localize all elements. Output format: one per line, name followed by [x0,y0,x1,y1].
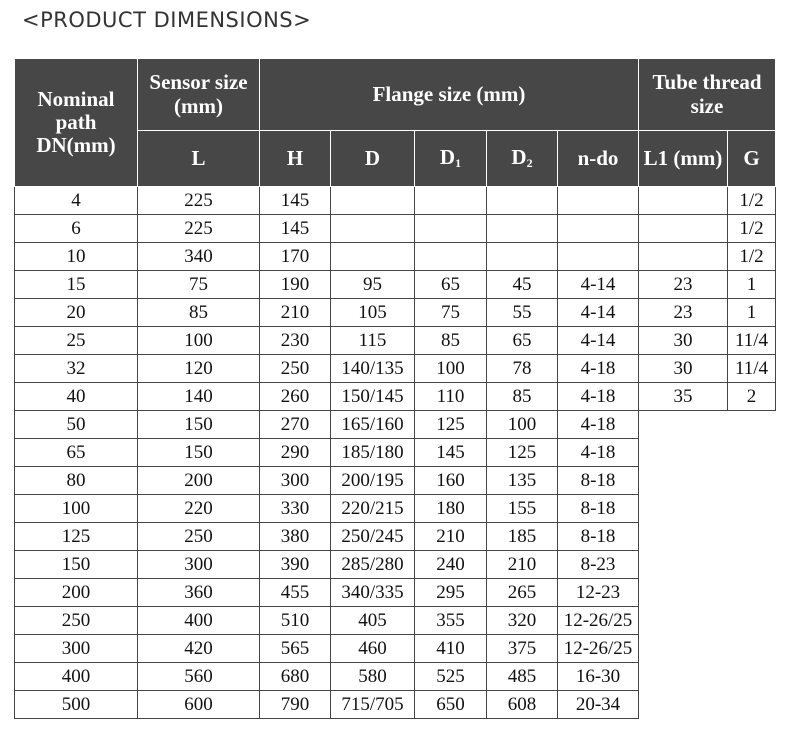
header-l: L [138,131,260,187]
cell-h: 455 [260,579,331,607]
cell-d2: 85 [487,383,558,411]
cell-l: 120 [138,355,260,383]
cell-d: 580 [331,663,415,691]
cell-dn: 300 [15,635,138,663]
cell-g: 1/2 [728,243,776,271]
cell-d: 250/245 [331,523,415,551]
cell-l: 220 [138,495,260,523]
cell-dn: 250 [15,607,138,635]
cell-d2: 185 [487,523,558,551]
table-row [15,383,776,411]
cell-d: 460 [331,635,415,663]
cell-h: 790 [260,691,331,719]
cell-n-do: 4-14 [558,327,639,355]
cell-d1: 525 [415,663,487,691]
cell-dn: 20 [15,299,138,327]
cell-h: 145 [260,215,331,243]
cell-d1: 650 [415,691,487,719]
table-row [15,411,776,439]
cell-d [331,187,415,215]
cell-d1: 240 [415,551,487,579]
cell-d2: 375 [487,635,558,663]
page-heading: <PRODUCT DIMENSIONS> [22,8,312,32]
cell-g: 1 [728,299,776,327]
cell-d1: 160 [415,467,487,495]
cell-l: 75 [138,271,260,299]
cell-g: 11/4 [728,355,776,383]
cell-l1 [639,187,728,215]
cell-dn: 100 [15,495,138,523]
table-row [15,215,776,243]
cell-l: 420 [138,635,260,663]
header-d1-base: D [439,145,456,170]
header-n-do: n-do [558,131,639,187]
cell-g: 1/2 [728,215,776,243]
cell-n-do: 8-23 [558,551,639,579]
cell-d: 165/160 [331,411,415,439]
cell-h: 300 [260,467,331,495]
cell-n-do [558,215,639,243]
cell-d: 220/215 [331,495,415,523]
dimensions-table [14,58,776,719]
cell-l1: 23 [639,271,728,299]
cell-d2: 100 [487,411,558,439]
cell-h: 230 [260,327,331,355]
header-g: G [728,131,776,187]
cell-h: 170 [260,243,331,271]
cell-n-do: 8-18 [558,523,639,551]
cell-n-do: 4-18 [558,355,639,383]
cell-dn: 25 [15,327,138,355]
cell-dn: 125 [15,523,138,551]
cell-d: 105 [331,299,415,327]
cell-l: 400 [138,607,260,635]
cell-d: 95 [331,271,415,299]
cell-d2: 65 [487,327,558,355]
cell-d1: 145 [415,439,487,467]
cell-h: 290 [260,439,331,467]
cell-dn: 40 [15,383,138,411]
table-row [15,299,776,327]
cell-h: 260 [260,383,331,411]
cell-d2: 210 [487,551,558,579]
cell-d1: 180 [415,495,487,523]
cell-h: 390 [260,551,331,579]
cell-d2: 78 [487,355,558,383]
cell-l1: 30 [639,355,728,383]
cell-d1 [415,215,487,243]
cell-n-do: 4-18 [558,439,639,467]
table-body [15,187,776,719]
cell-dn: 6 [15,215,138,243]
cell-d2: 155 [487,495,558,523]
cell-dn: 50 [15,411,138,439]
cell-h: 190 [260,271,331,299]
cell-d1: 110 [415,383,487,411]
cell-g: 1 [728,271,776,299]
cell-n-do [558,243,639,271]
table-row [15,243,776,271]
cell-d2 [487,187,558,215]
cell-l1: 23 [639,299,728,327]
cell-d2: 265 [487,579,558,607]
cell-d2: 320 [487,607,558,635]
header-nominal-path: Nominal path DN(mm) [15,59,138,187]
cell-n-do: 8-18 [558,495,639,523]
cell-n-do: 4-18 [558,411,639,439]
cell-n-do: 12-23 [558,579,639,607]
cell-n-do: 12-26/25 [558,635,639,663]
header-d1 [415,131,487,187]
cell-h: 250 [260,355,331,383]
cell-d1: 410 [415,635,487,663]
header-tube-thread-size: Tube thread size [639,59,776,131]
cell-n-do [558,187,639,215]
cell-d: 340/335 [331,579,415,607]
cell-l: 225 [138,215,260,243]
cell-n-do: 16-30 [558,663,639,691]
header-d: D [331,131,415,187]
cell-h: 680 [260,663,331,691]
cell-g: 1/2 [728,187,776,215]
cell-dn: 80 [15,467,138,495]
cell-d1: 75 [415,299,487,327]
cell-n-do: 4-14 [558,299,639,327]
cell-l: 100 [138,327,260,355]
cell-dn: 4 [15,187,138,215]
cell-l: 600 [138,691,260,719]
cell-d: 285/280 [331,551,415,579]
cell-d2: 125 [487,439,558,467]
cell-d2: 135 [487,467,558,495]
cell-dn: 400 [15,663,138,691]
header-l1: L1 (mm) [639,131,728,187]
cell-n-do: 12-26/25 [558,607,639,635]
cell-n-do: 4-18 [558,383,639,411]
cell-d: 140/135 [331,355,415,383]
cell-l: 225 [138,187,260,215]
cell-l: 250 [138,523,260,551]
table-row [15,187,776,215]
cell-dn: 15 [15,271,138,299]
cell-l: 140 [138,383,260,411]
cell-h: 330 [260,495,331,523]
cell-d1 [415,243,487,271]
cell-g: 2 [728,383,776,411]
table-row [15,271,776,299]
cell-dn: 10 [15,243,138,271]
cell-l: 200 [138,467,260,495]
cell-d1: 85 [415,327,487,355]
cell-d2 [487,215,558,243]
cell-d2: 55 [487,299,558,327]
table-header [15,59,776,187]
cell-dn: 32 [15,355,138,383]
header-d2-base: D [511,145,527,170]
cell-g: 11/4 [728,327,776,355]
header-sensor-size: Sensor size (mm) [138,59,260,131]
cell-l: 150 [138,411,260,439]
cell-d1: 295 [415,579,487,607]
cell-d [331,215,415,243]
cell-l1 [639,243,728,271]
cell-h: 210 [260,299,331,327]
cell-dn: 150 [15,551,138,579]
cell-dn: 500 [15,691,138,719]
header-flange-size: Flange size (mm) [260,59,639,131]
cell-h: 145 [260,187,331,215]
cell-d: 405 [331,607,415,635]
cell-d1: 125 [415,411,487,439]
cell-d [331,243,415,271]
cell-h: 510 [260,607,331,635]
cell-d2: 608 [487,691,558,719]
cell-dn: 65 [15,439,138,467]
header-h: H [260,131,331,187]
cell-l: 300 [138,551,260,579]
cell-h: 270 [260,411,331,439]
cell-d1 [415,187,487,215]
cell-d2: 45 [487,271,558,299]
cell-l: 85 [138,299,260,327]
table-row [15,327,776,355]
cell-d1: 100 [415,355,487,383]
table-row [15,355,776,383]
cell-l: 360 [138,579,260,607]
header-d2-subscript: 2 [526,156,533,171]
cell-l: 340 [138,243,260,271]
cell-d: 150/145 [331,383,415,411]
header-d1-subscript: 1 [455,156,462,171]
cell-l1: 30 [639,327,728,355]
cell-n-do: 20-34 [558,691,639,719]
cell-l1: 35 [639,383,728,411]
cell-d1: 355 [415,607,487,635]
cell-d: 115 [331,327,415,355]
cell-n-do: 4-14 [558,271,639,299]
cell-d: 200/195 [331,467,415,495]
cell-d2: 485 [487,663,558,691]
cell-h: 380 [260,523,331,551]
cell-dn: 200 [15,579,138,607]
cell-l1 [639,215,728,243]
cell-d2 [487,243,558,271]
empty-area [639,411,776,719]
cell-d: 185/180 [331,439,415,467]
header-d2 [487,131,558,187]
cell-d1: 65 [415,271,487,299]
cell-n-do: 8-18 [558,467,639,495]
cell-l: 560 [138,663,260,691]
cell-d: 715/705 [331,691,415,719]
cell-d1: 210 [415,523,487,551]
cell-l: 150 [138,439,260,467]
cell-h: 565 [260,635,331,663]
